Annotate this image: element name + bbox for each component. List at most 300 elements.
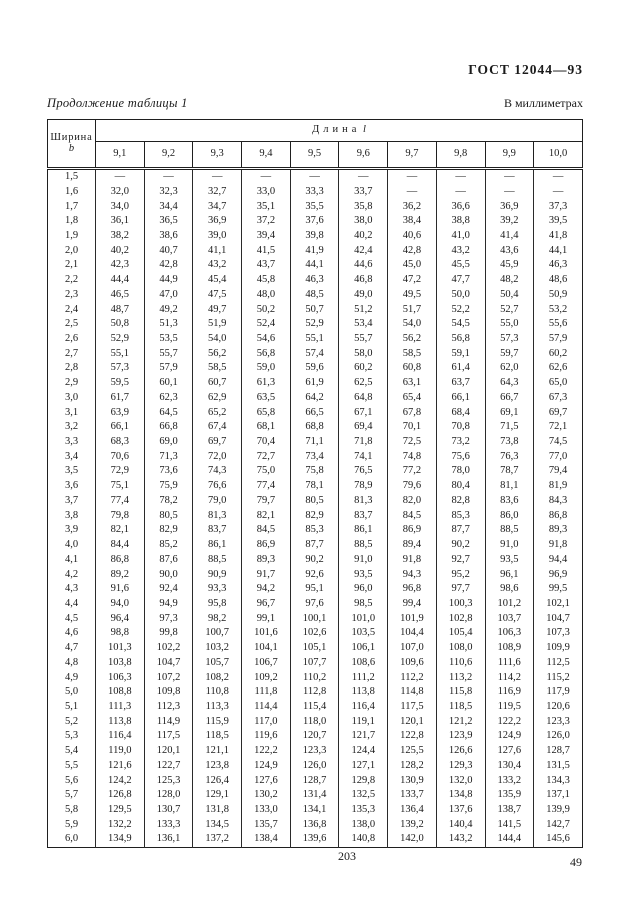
row-width-value: 4,3	[64, 583, 79, 595]
width-label: Ширина	[50, 132, 93, 143]
table-cell: 122,2	[242, 744, 291, 759]
table-cell: 134,9	[96, 832, 145, 847]
table-cell: 90,2	[436, 538, 485, 553]
table-row	[48, 523, 583, 538]
table-row	[48, 317, 583, 332]
table-continuation-label: Продолжение таблицы 1	[47, 96, 188, 110]
table-cell: 130,2	[242, 788, 291, 803]
table-cell: 94,4	[534, 553, 583, 568]
table-cell: 69,0	[144, 435, 193, 450]
row-width-value: 4,4	[64, 597, 79, 609]
dimensions-table-wrap	[47, 119, 583, 848]
table-row	[48, 229, 583, 244]
table-cell: 51,7	[388, 302, 437, 317]
table-cell: 64,5	[144, 406, 193, 421]
table-cell: 114,4	[242, 700, 291, 715]
table-cell: 123,9	[436, 729, 485, 744]
table-cell: 137,1	[534, 788, 583, 803]
table-row	[48, 347, 583, 362]
table-row	[48, 700, 583, 715]
table-cell: 96,1	[485, 567, 534, 582]
table-cell: 91,8	[388, 553, 437, 568]
table-cell: 128,7	[534, 744, 583, 759]
table-row	[48, 406, 583, 421]
width-column-header	[48, 120, 96, 169]
row-width-value: 5,8	[64, 804, 79, 816]
table-cell: 51,3	[144, 317, 193, 332]
table-cell: 67,3	[534, 391, 583, 406]
table-cell: 102,2	[144, 641, 193, 656]
table-cell: 114,9	[144, 715, 193, 730]
table-cell: 61,9	[290, 376, 339, 391]
table-cell: 36,1	[96, 214, 145, 229]
table-cell: 78,2	[144, 494, 193, 509]
table-cell: 37,3	[534, 199, 583, 214]
table-cell: 43,7	[242, 258, 291, 273]
table-cell: 126,0	[534, 729, 583, 744]
table-cell: 76,6	[193, 479, 242, 494]
table-cell: 134,1	[290, 803, 339, 818]
table-cell: 37,2	[242, 214, 291, 229]
table-cell: 41,5	[242, 244, 291, 259]
table-cell: 45,8	[242, 273, 291, 288]
table-cell: 51,2	[339, 302, 388, 317]
row-width-value: 5,7	[64, 789, 79, 801]
table-cell: 97,7	[436, 582, 485, 597]
table-row	[48, 509, 583, 524]
table-cell: 104,7	[144, 656, 193, 671]
table-row	[48, 361, 583, 376]
table-cell: 79,0	[193, 494, 242, 509]
table-cell: 134,8	[436, 788, 485, 803]
table-cell: 83,7	[339, 509, 388, 524]
table-cell: 96,7	[242, 597, 291, 612]
table-cell: 92,7	[436, 553, 485, 568]
table-cell: 78,7	[485, 464, 534, 479]
table-cell: 51,9	[193, 317, 242, 332]
table-cell: 61,7	[96, 391, 145, 406]
table-cell: 48,7	[96, 302, 145, 317]
table-cell: 86,8	[96, 553, 145, 568]
length-value-header: 9,9	[485, 142, 534, 169]
table-cell: 86,9	[388, 523, 437, 538]
table-cell: 116,4	[339, 700, 388, 715]
table-cell: 82,9	[290, 509, 339, 524]
table-cell: 103,2	[193, 641, 242, 656]
table-cell: 47,2	[388, 273, 437, 288]
table-cell: 100,1	[290, 612, 339, 627]
table-cell: 65,4	[388, 391, 437, 406]
dimensions-table	[47, 119, 583, 848]
table-cell: 86,9	[242, 538, 291, 553]
table-cell: 54,5	[436, 317, 485, 332]
table-cell: 38,8	[436, 214, 485, 229]
table-cell: 69,7	[193, 435, 242, 450]
table-cell: 108,6	[339, 656, 388, 671]
table-row	[48, 656, 583, 671]
table-cell: 79,4	[534, 464, 583, 479]
table-cell: 63,9	[96, 406, 145, 421]
subheading-row	[47, 96, 583, 111]
table-cell: 84,5	[388, 509, 437, 524]
table-cell: 138,0	[339, 818, 388, 833]
table-cell: 41,1	[193, 244, 242, 259]
table-cell: 126,4	[193, 773, 242, 788]
table-cell: 67,8	[388, 406, 437, 421]
row-width-value: 3,6	[64, 480, 79, 492]
table-cell: 130,9	[388, 773, 437, 788]
table-cell: 107,0	[388, 641, 437, 656]
table-cell: 35,1	[242, 199, 291, 214]
table-cell: 86,0	[485, 509, 534, 524]
table-cell: 88,5	[485, 523, 534, 538]
table-cell: 46,3	[534, 258, 583, 273]
table-cell: 50,8	[96, 317, 145, 332]
table-cell: 70,8	[436, 420, 485, 435]
table-cell: 91,0	[339, 553, 388, 568]
table-cell: 108,0	[436, 641, 485, 656]
table-cell: 62,0	[485, 361, 534, 376]
table-cell: 75,1	[96, 479, 145, 494]
table-cell: 46,5	[96, 288, 145, 303]
table-cell: 124,9	[242, 759, 291, 774]
table-cell: 120,1	[388, 715, 437, 730]
table-cell: 68,1	[242, 420, 291, 435]
table-cell: 57,3	[96, 361, 145, 376]
table-cell: 127,6	[242, 773, 291, 788]
table-cell: 124,4	[339, 744, 388, 759]
table-cell: 32,7	[193, 185, 242, 200]
row-width-value: 3,5	[64, 465, 79, 477]
table-cell: 72,5	[388, 435, 437, 450]
table-cell: 127,6	[485, 744, 534, 759]
width-symbol: b	[68, 142, 75, 154]
table-cell: 124,2	[96, 773, 145, 788]
table-cell: 120,7	[290, 729, 339, 744]
table-cell: 90,2	[290, 553, 339, 568]
table-cell: 83,7	[193, 523, 242, 538]
table-cell: 47,7	[436, 273, 485, 288]
table-cell: 53,5	[144, 332, 193, 347]
table-cell: 71,1	[290, 435, 339, 450]
table-row	[48, 773, 583, 788]
length-values-row	[48, 142, 583, 169]
table-cell: 113,8	[339, 685, 388, 700]
row-width-value: 4,7	[64, 642, 79, 654]
table-cell: 90,0	[144, 567, 193, 582]
table-cell: 47,0	[144, 288, 193, 303]
table-cell: 134,5	[193, 818, 242, 833]
table-cell: 57,3	[485, 332, 534, 347]
table-row	[48, 729, 583, 744]
table-cell: 128,2	[388, 759, 437, 774]
row-width-value: 3,9	[64, 524, 79, 536]
table-cell: 91,0	[485, 538, 534, 553]
row-width-value: 2,9	[64, 377, 79, 389]
table-cell: 105,4	[436, 626, 485, 641]
table-cell: 65,2	[193, 406, 242, 421]
table-cell: 59,6	[290, 361, 339, 376]
table-cell: 81,9	[534, 479, 583, 494]
row-width-value: 1,9	[64, 229, 79, 241]
table-cell: 50,0	[436, 288, 485, 303]
row-width-value: 5,6	[64, 774, 79, 786]
table-cell: 122,8	[388, 729, 437, 744]
table-cell: 52,2	[436, 302, 485, 317]
table-cell: 124,9	[485, 729, 534, 744]
row-width-value: 1,5	[64, 171, 79, 183]
table-cell: 113,8	[96, 715, 145, 730]
table-cell: 123,3	[290, 744, 339, 759]
table-cell: 50,4	[485, 288, 534, 303]
table-cell: 76,3	[485, 450, 534, 465]
table-cell: 100,3	[436, 597, 485, 612]
table-cell: 44,1	[290, 258, 339, 273]
table-cell: 40,7	[144, 244, 193, 259]
table-row	[48, 450, 583, 465]
row-width-value: 2,6	[64, 333, 79, 345]
table-cell: 71,5	[485, 420, 534, 435]
table-cell: 78,1	[290, 479, 339, 494]
table-cell: 74,3	[193, 464, 242, 479]
length-value-header: 9,6	[339, 142, 388, 169]
table-cell: 77,2	[388, 464, 437, 479]
table-cell: 41,4	[485, 229, 534, 244]
table-cell: 114,8	[388, 685, 437, 700]
table-cell: 62,5	[339, 376, 388, 391]
table-cell: 136,1	[144, 832, 193, 847]
table-cell: 135,3	[339, 803, 388, 818]
table-cell: 85,3	[436, 509, 485, 524]
table-cell: 84,5	[242, 523, 291, 538]
length-column-header	[96, 120, 583, 142]
table-cell: 119,6	[242, 729, 291, 744]
table-cell: 107,3	[534, 626, 583, 641]
table-cell: 95,2	[436, 567, 485, 582]
table-cell: 101,9	[388, 612, 437, 627]
table-cell: 118,0	[290, 715, 339, 730]
table-cell: 90,9	[193, 567, 242, 582]
row-width-value: 5,3	[64, 730, 79, 742]
table-cell: 105,1	[290, 641, 339, 656]
row-width-value: 5,1	[64, 700, 79, 712]
table-row	[48, 302, 583, 317]
table-cell: 84,4	[96, 538, 145, 553]
table-cell: 85,2	[144, 538, 193, 553]
table-cell: 33,7	[339, 185, 388, 200]
table-cell: 91,6	[96, 582, 145, 597]
length-symbol: l	[363, 124, 366, 136]
table-cell: 81,3	[339, 494, 388, 509]
table-cell: 111,6	[485, 656, 534, 671]
table-cell: 92,4	[144, 582, 193, 597]
length-value-header: 9,4	[242, 142, 291, 169]
table-cell: 56,2	[193, 347, 242, 362]
length-value-header: 9,2	[144, 142, 193, 169]
table-cell: 109,8	[144, 685, 193, 700]
table-row	[48, 420, 583, 435]
table-cell: 119,1	[339, 715, 388, 730]
table-cell: 99,4	[388, 597, 437, 612]
table-cell: 74,1	[339, 450, 388, 465]
row-width-value: 5,4	[64, 745, 79, 757]
table-cell: 125,3	[144, 773, 193, 788]
table-row	[48, 435, 583, 450]
table-cell: 68,3	[96, 435, 145, 450]
table-cell: 65,0	[534, 376, 583, 391]
table-cell: —	[436, 169, 485, 185]
table-cell: 57,9	[534, 332, 583, 347]
table-cell: 54,0	[193, 332, 242, 347]
table-cell: 140,8	[339, 832, 388, 847]
table-cell: 35,8	[339, 199, 388, 214]
length-value-header: 9,3	[193, 142, 242, 169]
table-cell: 66,1	[96, 420, 145, 435]
table-cell: —	[290, 169, 339, 185]
table-cell: 58,5	[388, 347, 437, 362]
table-cell: 93,5	[339, 567, 388, 582]
table-cell: 110,6	[436, 656, 485, 671]
table-cell: 111,2	[339, 670, 388, 685]
row-width-value: 2,1	[64, 259, 79, 271]
table-cell: 114,2	[485, 670, 534, 685]
table-cell: 94,9	[144, 597, 193, 612]
table-cell: 69,7	[534, 406, 583, 421]
table-cell: 123,8	[193, 759, 242, 774]
table-cell: 50,2	[242, 302, 291, 317]
table-cell: 39,8	[290, 229, 339, 244]
table-cell: 38,4	[388, 214, 437, 229]
table-cell: 42,3	[96, 258, 145, 273]
table-cell: 44,9	[144, 273, 193, 288]
table-cell: 32,3	[144, 185, 193, 200]
row-width-value: 2,7	[64, 347, 79, 359]
table-cell: 74,8	[388, 450, 437, 465]
table-cell: 110,8	[193, 685, 242, 700]
table-cell: 55,7	[144, 347, 193, 362]
table-cell: 142,0	[388, 832, 437, 847]
table-cell: 105,7	[193, 656, 242, 671]
table-cell: 98,5	[339, 597, 388, 612]
table-cell: 87,7	[290, 538, 339, 553]
length-value-header: 9,8	[436, 142, 485, 169]
table-cell: 69,1	[485, 406, 534, 421]
table-cell: 133,7	[388, 788, 437, 803]
table-cell: 141,5	[485, 818, 534, 833]
table-cell: —	[339, 169, 388, 185]
row-width-value: 1,8	[64, 215, 79, 227]
table-cell: 84,3	[534, 494, 583, 509]
table-cell: 69,4	[339, 420, 388, 435]
table-row	[48, 214, 583, 229]
table-cell: 94,2	[242, 582, 291, 597]
table-cell: 75,9	[144, 479, 193, 494]
table-cell: 86,1	[193, 538, 242, 553]
table-cell: 130,4	[485, 759, 534, 774]
table-cell: 101,0	[339, 612, 388, 627]
table-cell: 52,7	[485, 302, 534, 317]
table-cell: 138,4	[242, 832, 291, 847]
table-cell: 125,5	[388, 744, 437, 759]
table-cell: 115,2	[534, 670, 583, 685]
table-cell: 117,0	[242, 715, 291, 730]
table-cell: 139,6	[290, 832, 339, 847]
table-cell: —	[193, 169, 242, 185]
table-cell: —	[388, 185, 437, 200]
table-cell: 133,0	[242, 803, 291, 818]
page-number-center-wrap	[0, 849, 630, 864]
table-row	[48, 803, 583, 818]
table-cell: 139,9	[534, 803, 583, 818]
table-cell: 56,8	[242, 347, 291, 362]
table-cell: 113,3	[193, 700, 242, 715]
table-cell: 104,7	[534, 612, 583, 627]
table-cell: 131,8	[193, 803, 242, 818]
table-cell: 127,1	[339, 759, 388, 774]
table-cell: 33,0	[242, 185, 291, 200]
row-width-value: 4,9	[64, 671, 79, 683]
row-width-value: 3,8	[64, 509, 79, 521]
table-cell: 86,1	[339, 523, 388, 538]
table-cell: 136,4	[388, 803, 437, 818]
table-cell: 128,0	[144, 788, 193, 803]
table-cell: 135,7	[242, 818, 291, 833]
table-cell: 112,5	[534, 656, 583, 671]
table-cell: 36,2	[388, 199, 437, 214]
table-cell: 39,0	[193, 229, 242, 244]
table-cell: 115,8	[436, 685, 485, 700]
table-cell: 119,0	[96, 744, 145, 759]
table-cell: 43,2	[193, 258, 242, 273]
table-cell: 60,2	[339, 361, 388, 376]
table-cell: 104,1	[242, 641, 291, 656]
table-cell: 81,3	[193, 509, 242, 524]
table-cell: 68,4	[436, 406, 485, 421]
table-cell: 42,8	[144, 258, 193, 273]
table-cell: 132,5	[339, 788, 388, 803]
table-cell: 33,3	[290, 185, 339, 200]
table-cell: 138,7	[485, 803, 534, 818]
table-cell: 106,1	[339, 641, 388, 656]
table-cell: 87,6	[144, 553, 193, 568]
table-cell: 135,9	[485, 788, 534, 803]
table-cell: 50,7	[290, 302, 339, 317]
table-cell: 89,4	[388, 538, 437, 553]
table-cell: 64,8	[339, 391, 388, 406]
table-cell: 120,1	[144, 744, 193, 759]
table-cell: 116,9	[485, 685, 534, 700]
table-cell: 75,8	[290, 464, 339, 479]
table-cell: 89,2	[96, 567, 145, 582]
row-width-value: 3,1	[64, 406, 79, 418]
table-cell: 137,6	[436, 803, 485, 818]
table-cell: 59,1	[436, 347, 485, 362]
table-cell: —	[144, 169, 193, 185]
table-cell: 58,5	[193, 361, 242, 376]
table-row	[48, 744, 583, 759]
table-cell: —	[534, 185, 583, 200]
table-cell: 123,3	[534, 715, 583, 730]
row-width-value: 5,0	[64, 686, 79, 698]
table-row	[48, 199, 583, 214]
table-cell: 129,3	[436, 759, 485, 774]
table-cell: 92,6	[290, 567, 339, 582]
table-cell: 79,7	[242, 494, 291, 509]
table-cell: 101,3	[96, 641, 145, 656]
table-cell: 116,4	[96, 729, 145, 744]
table-cell: 81,1	[485, 479, 534, 494]
table-cell: 68,8	[290, 420, 339, 435]
